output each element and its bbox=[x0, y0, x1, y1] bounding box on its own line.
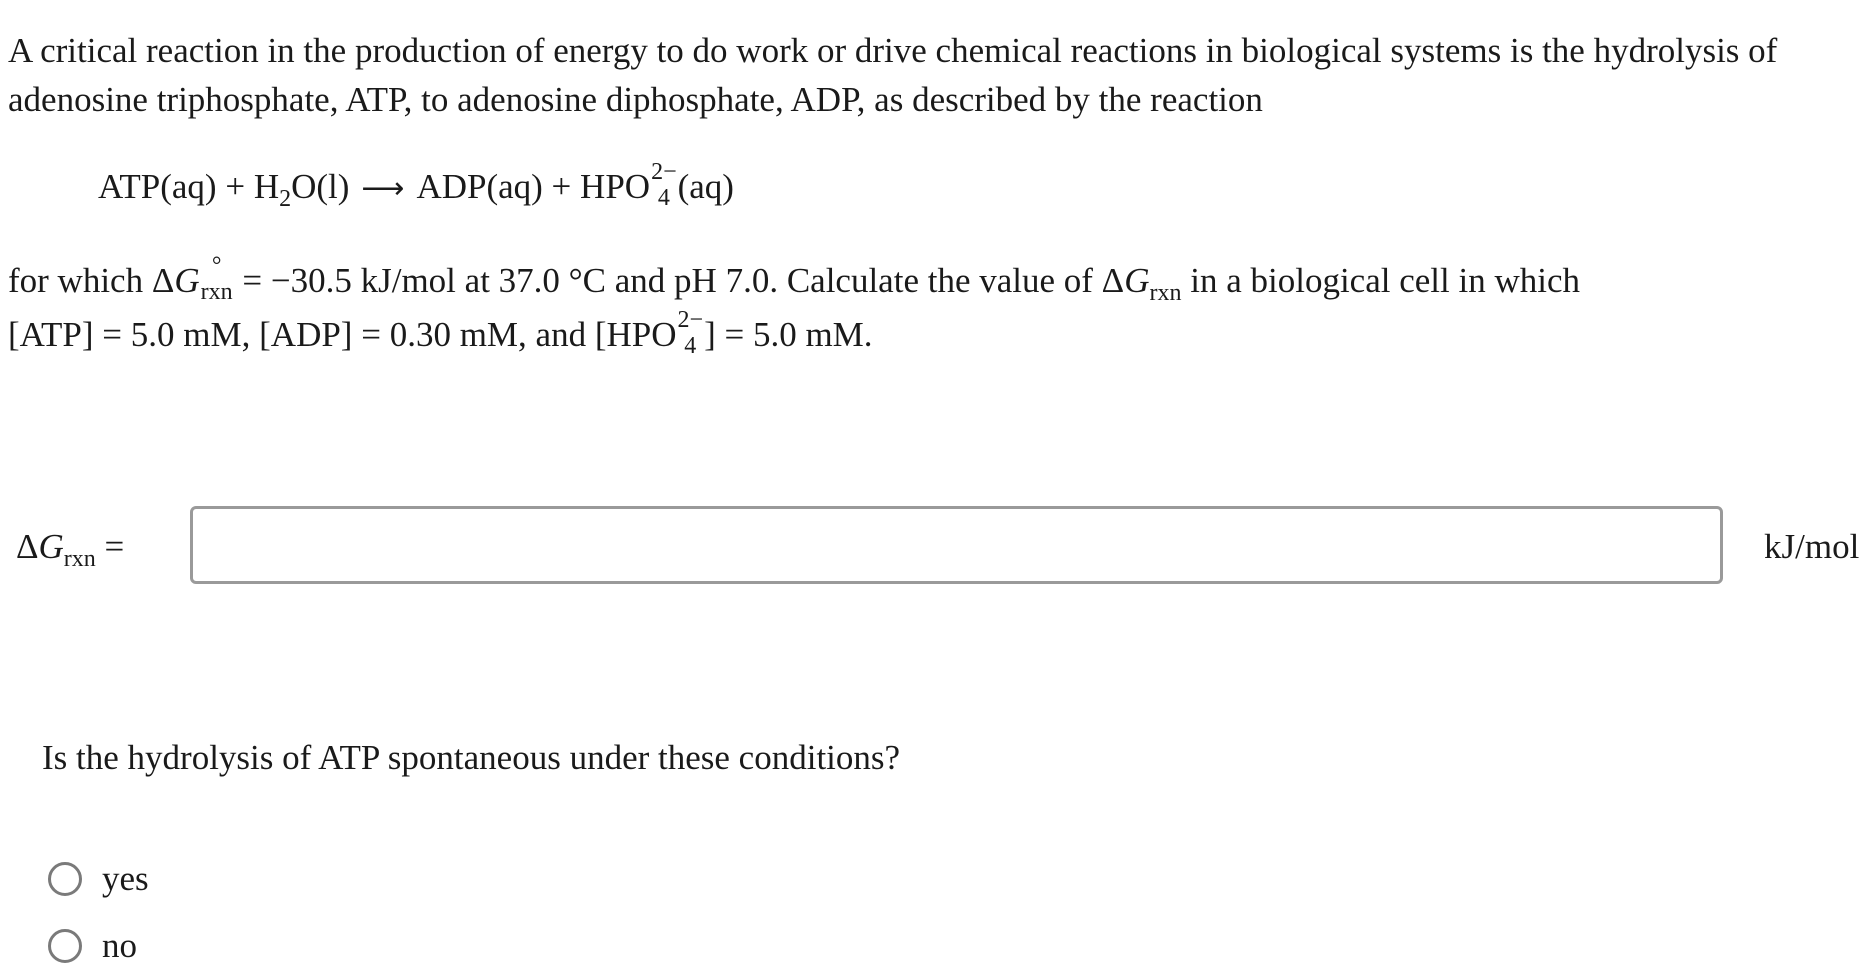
question-g-symbol: G bbox=[1124, 261, 1150, 300]
intro-line-1: A critical reaction in the production of energy to do work or drive chemical reactions in biological systems is the hydrolysis of bbox=[8, 31, 1778, 70]
question-text: in a biological cell in which bbox=[1181, 261, 1580, 300]
choice-yes-label: yes bbox=[102, 859, 149, 898]
intro-line-2: adenosine triphosphate, ATP, to adenosine diphosphate, ADP, as described by the reaction bbox=[8, 80, 1263, 119]
intro-paragraph bbox=[8, 26, 1777, 124]
hpo-subscript: 4 bbox=[684, 332, 697, 359]
hpo-superscript: 2− bbox=[677, 306, 704, 333]
question-concentrations: [ATP] = 5.0 mM, [ADP] = 0.30 mM, and [HPO bbox=[8, 315, 677, 354]
reaction-arrow-icon: ⟶ bbox=[361, 171, 405, 206]
answer-label bbox=[16, 527, 125, 572]
equation-hpo-subscript: 4 bbox=[657, 184, 670, 211]
rxn-subscript: rxn bbox=[200, 278, 233, 305]
equation-h2o-subscript: 2 bbox=[279, 186, 292, 212]
equation-hpo-charge bbox=[651, 158, 677, 214]
question-concentrations-end: ] = 5.0 mM. bbox=[704, 315, 873, 354]
rxn-subscript: rxn bbox=[1149, 280, 1182, 306]
question-hpo-charge bbox=[677, 306, 704, 362]
question-g-standard-marks bbox=[200, 252, 233, 308]
delta-g-answer-input[interactable] bbox=[190, 506, 1723, 584]
answer-label-g: G bbox=[38, 527, 64, 566]
answer-row bbox=[0, 505, 1870, 591]
equation-reactant-1: ATP(aq) + H bbox=[98, 167, 280, 206]
choice-yes[interactable] bbox=[48, 857, 149, 901]
reaction-equation bbox=[98, 158, 734, 216]
question-text: for which Δ bbox=[8, 261, 175, 300]
choice-no[interactable] bbox=[48, 924, 137, 968]
question-g-symbol: G bbox=[174, 261, 200, 300]
answer-label-rxn: rxn bbox=[63, 546, 96, 572]
equation-hpo-superscript: 2− bbox=[651, 158, 677, 185]
question-paragraph bbox=[8, 252, 1580, 362]
question-text: = −30.5 kJ/mol at 37.0 °C and pH 7.0. Calculate the value of Δ bbox=[233, 261, 1125, 300]
answer-label-delta: Δ bbox=[16, 527, 39, 566]
radio-yes[interactable] bbox=[48, 862, 82, 896]
spontaneous-question: Is the hydrolysis of ATP spontaneous under these conditions? bbox=[42, 738, 901, 777]
unit-label: kJ/mol bbox=[1764, 527, 1860, 566]
equation-product-1: ADP(aq) + HPO bbox=[416, 167, 651, 206]
equation-reactant-2: O(l) bbox=[291, 167, 350, 206]
choice-no-label: no bbox=[102, 926, 137, 965]
answer-label-equals: = bbox=[95, 527, 125, 566]
degree-symbol: ° bbox=[211, 252, 222, 279]
equation-product-2: (aq) bbox=[677, 167, 734, 206]
radio-no[interactable] bbox=[48, 929, 82, 963]
